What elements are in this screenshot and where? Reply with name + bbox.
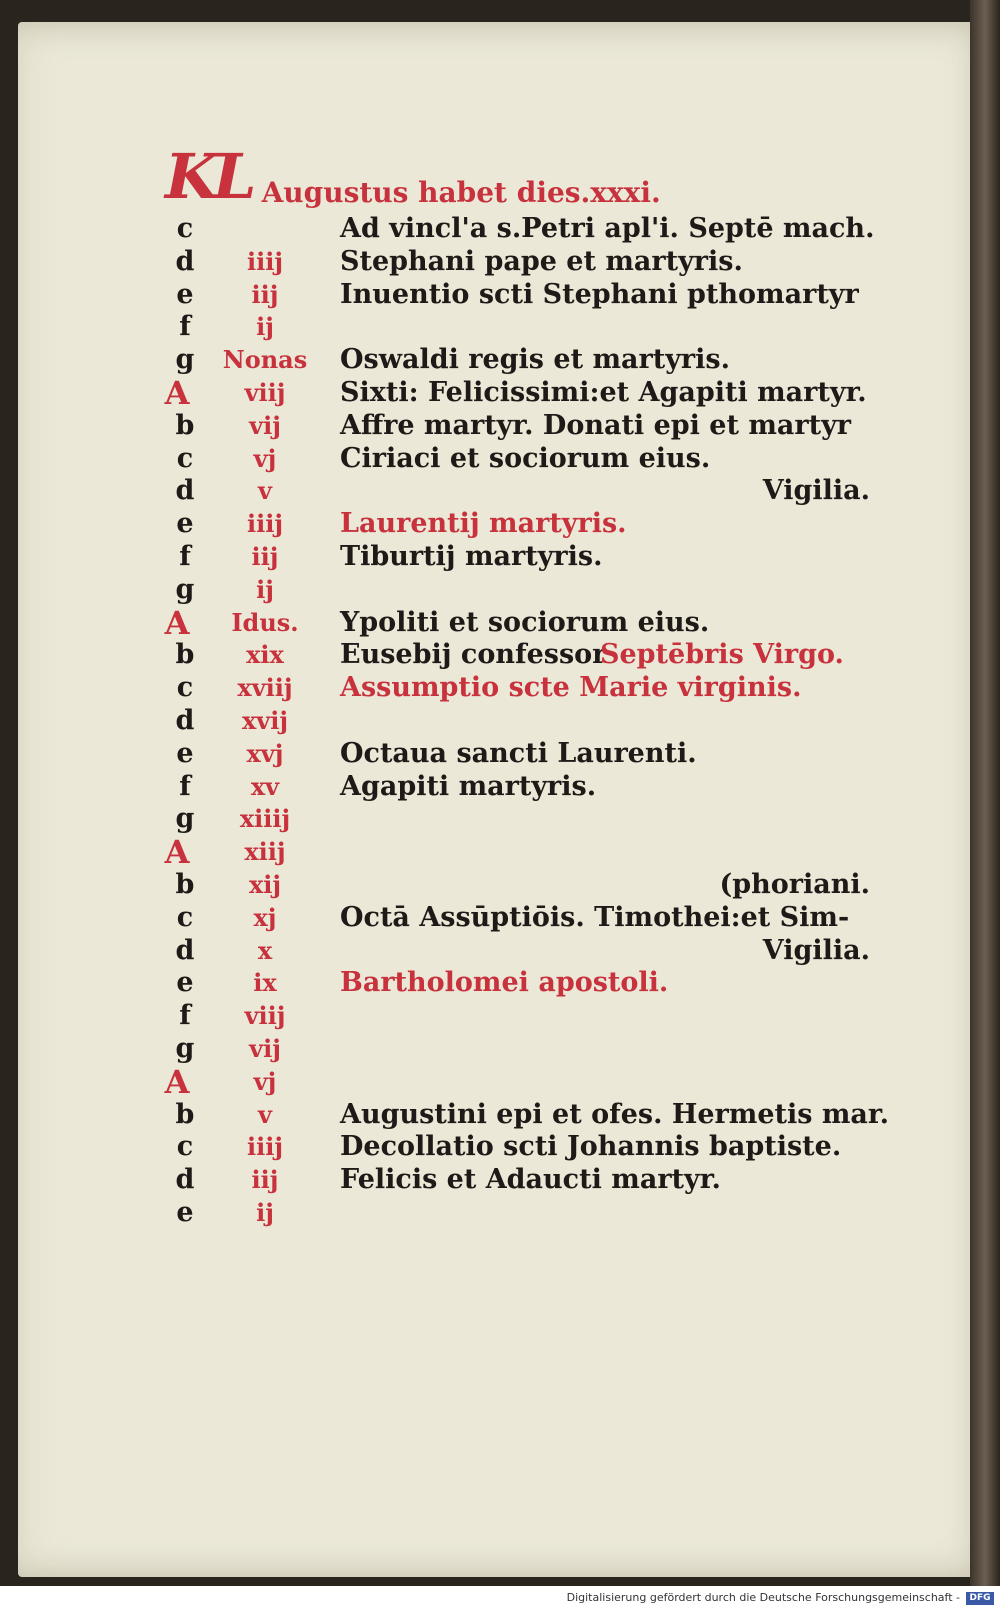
dominical-letter: d: [175, 934, 195, 966]
roman-day-number: Idus.: [231, 607, 299, 637]
calendar-row: [0, 802, 1000, 836]
dominical-letter: g: [175, 803, 195, 835]
calendar-row: [0, 409, 1000, 443]
feast-text: Assumptio scte Marie virginis.: [340, 672, 802, 704]
calendar-row: [0, 1196, 1000, 1230]
feast-text: Sixti: Felicissimi:et Agapiti martyr.: [340, 377, 867, 408]
dominical-letter: e: [176, 737, 194, 769]
dominical-letter: c: [176, 1131, 194, 1163]
footer-bar: [0, 1586, 1000, 1613]
feast-text: Octaua sancti Laurenti.: [340, 737, 697, 769]
dominical-letter: d: [175, 475, 195, 507]
calendar-row: [0, 376, 1000, 410]
calendar-row: [0, 737, 1000, 771]
feast-text: (phoriani.: [719, 869, 870, 900]
calendar-row: [0, 704, 1000, 738]
roman-day-number: xj: [253, 902, 277, 932]
dominical-letter: b: [175, 409, 195, 441]
dfg-logo: DFG: [966, 1592, 994, 1605]
roman-day-number: Nonas: [222, 345, 308, 375]
calendar-row: [0, 343, 1000, 377]
roman-day-number: xix: [246, 640, 284, 670]
feast-text: Vigilia.: [762, 934, 870, 966]
dominical-letter: d: [175, 705, 195, 736]
feast-text: Octā Assūptiōis. Timothei:et Sim-: [340, 901, 850, 933]
calendar-row: [0, 1098, 1000, 1132]
dominical-letter: f: [179, 770, 191, 802]
feast-text: Vigilia.: [762, 475, 870, 507]
dominical-letter: b: [175, 1098, 195, 1130]
feast-text: Decollatio scti Johannis baptiste.: [340, 1131, 842, 1163]
feast-text: Ypoliti et sociorum eius.: [340, 606, 710, 638]
roman-day-number: v: [258, 476, 272, 506]
roman-day-number: vij: [249, 410, 281, 440]
calendar-row: [0, 999, 1000, 1033]
dominical-letter: c: [176, 672, 194, 704]
feast-text: Felicis et Adaucti martyr.: [340, 1164, 721, 1196]
dominical-letter: c: [176, 213, 194, 244]
calendar-row: [0, 934, 1000, 968]
calendar-row: [0, 212, 1000, 246]
roman-day-number: ix: [253, 968, 277, 998]
dominical-letter: f: [179, 541, 191, 572]
roman-day-number: xiiij: [239, 804, 291, 834]
calendar-row: [0, 540, 1000, 574]
dominical-letter: c: [176, 442, 194, 474]
feast-text: Affre martyr. Donati epi et martyr: [340, 409, 852, 441]
calendar-row: [0, 278, 1000, 312]
dominical-letter: e: [176, 278, 194, 310]
dominical-letter: d: [175, 245, 195, 277]
feast-text: Ciriaci et sociorum eius.: [340, 442, 711, 474]
roman-day-number: ij: [256, 574, 274, 604]
roman-day-number: iiij: [246, 509, 284, 539]
roman-day-number: xvij: [241, 706, 289, 735]
calendar-row: [0, 603, 1000, 642]
roman-day-number: xviij: [237, 673, 293, 703]
calendar-row: [0, 901, 1000, 935]
dominical-letter: A: [164, 374, 190, 412]
dominical-letter: e: [176, 1197, 194, 1228]
calendar-row: [0, 833, 1000, 872]
month-title: Augustus habet dies.xxxi.: [261, 176, 661, 209]
roman-day-number: vj: [253, 443, 277, 473]
calendar-row: [0, 868, 1000, 902]
roman-day-number: xij: [248, 870, 282, 899]
dominical-letter: e: [176, 967, 194, 999]
feast-text: Tiburtij martyris.: [340, 541, 603, 572]
calendar-row: [0, 442, 1000, 476]
feast-text: Inuentio scti Stephani pthomartyr: [340, 278, 859, 310]
feast-extra-text: Septēbris Virgo.: [600, 639, 844, 671]
calendar-row: [0, 507, 1000, 541]
footer-credit: Digitalisierung gefördert durch die Deutsche Forschungsgemeinschaft -: [566, 1591, 960, 1604]
feast-text: Agapiti martyris.: [340, 770, 597, 802]
calendar-row: [0, 1130, 1000, 1164]
roman-day-number: v: [258, 1099, 272, 1129]
dominical-letter: g: [175, 573, 195, 605]
feast-text: Oswaldi regis et martyris.: [340, 344, 730, 376]
feast-text: Eusebij confessor: [340, 639, 607, 671]
roman-day-number: vj: [253, 1066, 277, 1096]
dominical-letter: A: [164, 833, 190, 872]
roman-day-number: iij: [251, 279, 279, 309]
roman-day-number: xiij: [244, 837, 286, 867]
calendar-row: [0, 310, 1000, 344]
dominical-letter: f: [179, 311, 191, 343]
roman-day-number: vij: [249, 1034, 281, 1063]
dominical-letter: e: [176, 508, 194, 540]
roman-day-number: iiij: [246, 246, 284, 276]
calendar-row: [0, 1163, 1000, 1197]
calendar-row: [0, 638, 1000, 672]
feast-text: Laurentij martyris.: [340, 508, 627, 540]
calendar-row: [0, 1062, 1000, 1101]
roman-day-number: viij: [244, 378, 286, 407]
feast-text: Stephani pape et martyris.: [340, 245, 743, 277]
initials-kl: KL: [165, 140, 251, 213]
calendar-row: [0, 770, 1000, 804]
dominical-letter: b: [175, 869, 195, 900]
dominical-letter: A: [164, 603, 190, 642]
calendar-row: [0, 474, 1000, 508]
dominical-letter: c: [176, 901, 194, 933]
roman-day-number: ij: [256, 1198, 274, 1227]
roman-day-number: x: [257, 935, 273, 965]
roman-day-number: iij: [251, 542, 279, 571]
calendar-row: [0, 245, 1000, 279]
roman-day-number: iij: [251, 1165, 279, 1195]
calendar-row: [0, 1032, 1000, 1066]
roman-day-number: xv: [250, 771, 280, 801]
dominical-letter: g: [175, 344, 195, 376]
month-heading: [165, 140, 661, 220]
feast-text: Ad vincl'a s.Petri apl'i. Septē mach.: [340, 213, 875, 244]
feast-text: Augustini epi et ofes. Hermetis mar.: [340, 1098, 890, 1130]
roman-day-number: iiij: [246, 1132, 284, 1162]
dominical-letter: d: [175, 1164, 195, 1196]
roman-day-number: xvj: [246, 738, 284, 768]
dominical-letter: b: [175, 639, 195, 671]
calendar-row: [0, 671, 1000, 705]
roman-day-number: viij: [244, 1001, 286, 1031]
calendar-row: [0, 966, 1000, 1000]
dominical-letter: g: [175, 1033, 195, 1064]
calendar-row: [0, 573, 1000, 607]
roman-day-number: ij: [256, 312, 274, 342]
dominical-letter: A: [164, 1062, 190, 1101]
dominical-letter: f: [179, 1000, 191, 1032]
feast-text: Bartholomei apostoli.: [340, 967, 669, 999]
